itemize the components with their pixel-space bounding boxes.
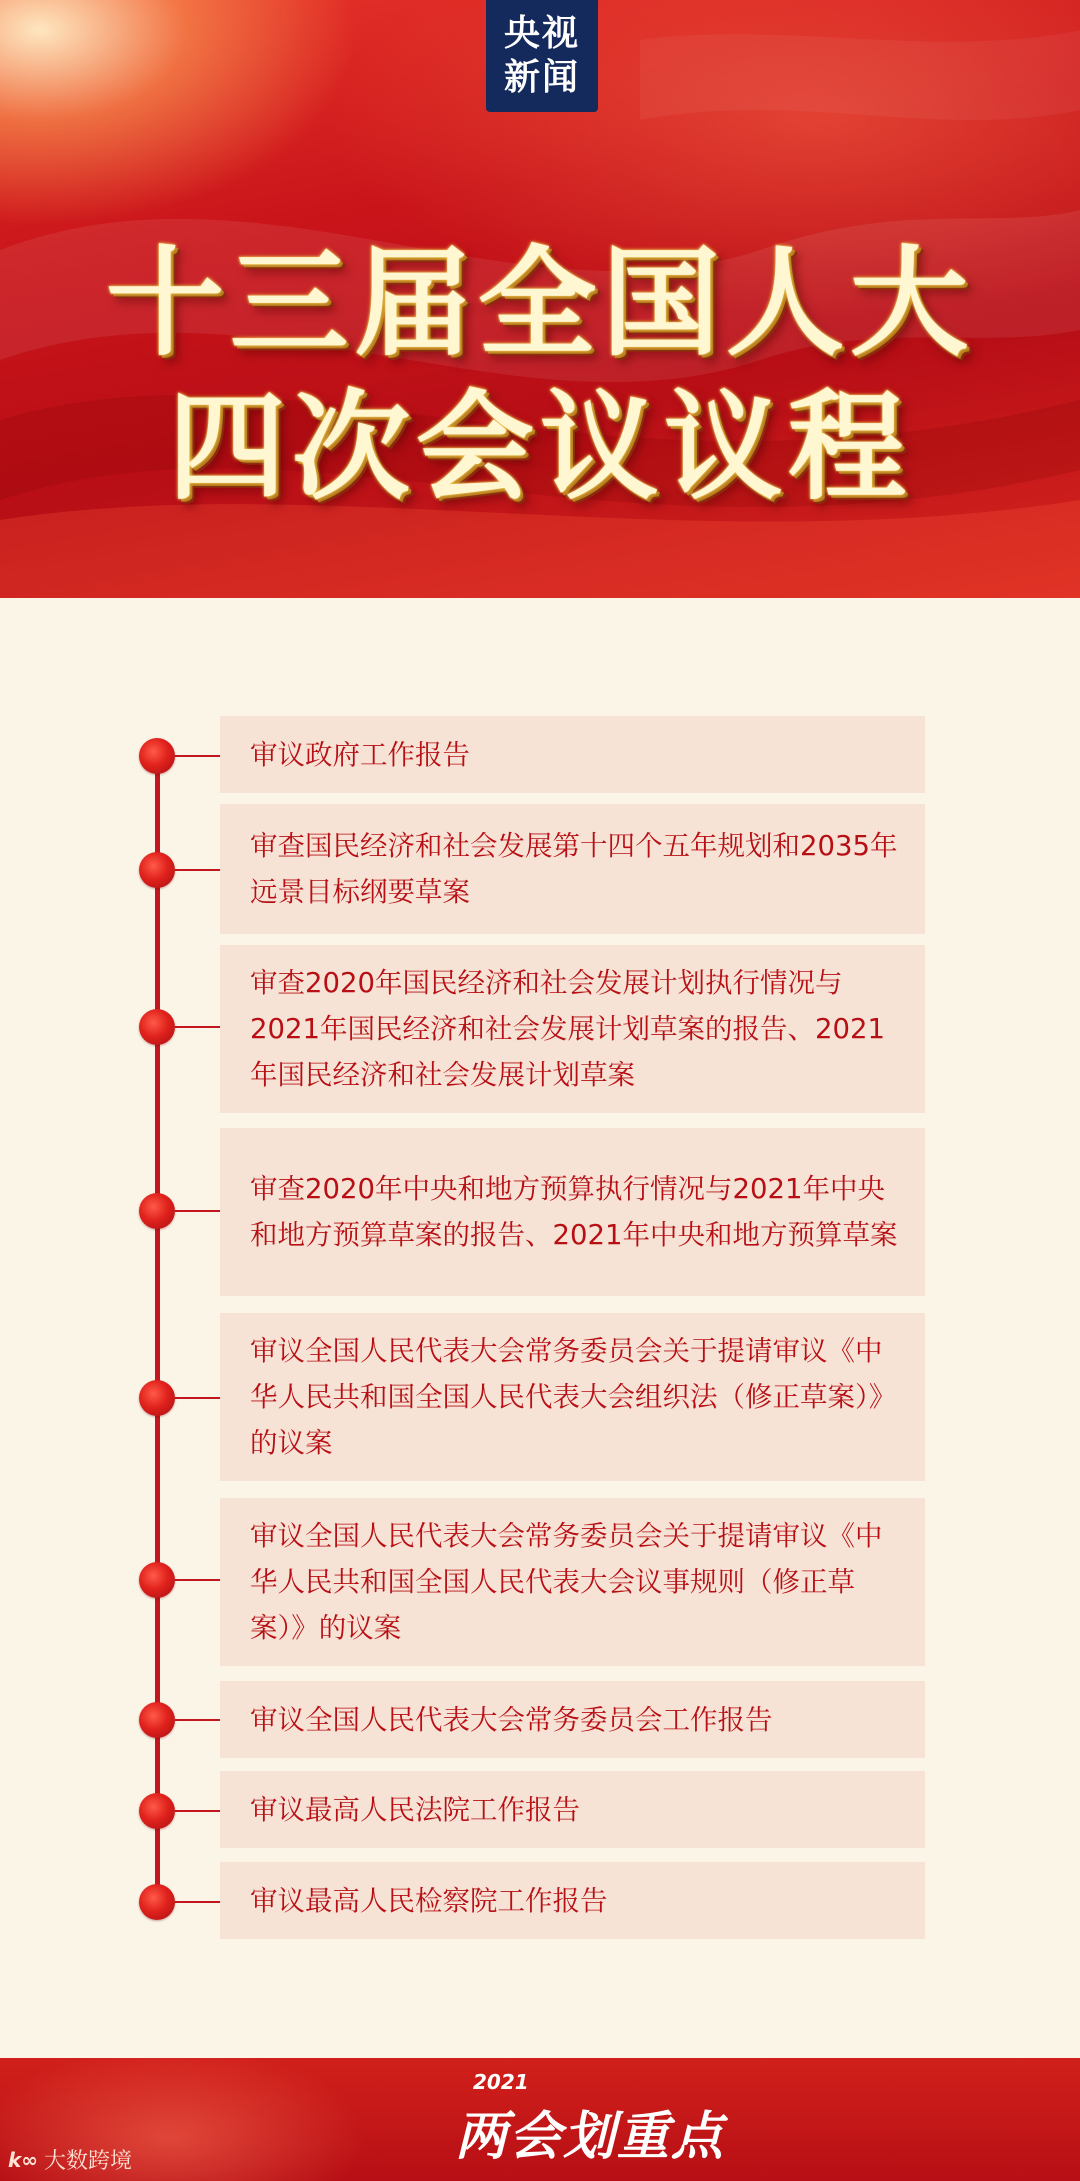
footer-banner [0, 2058, 1080, 2181]
agenda-text: 审议最高人民检察院工作报告 [250, 1884, 608, 1917]
agenda-text: 审查2020年国民经济和社会发展计划执行情况与2021年国民经济和社会发展计划草案的报告、2021年国民经济和社会发展计划草案 [250, 967, 885, 1091]
agenda-text: 审议全国人民代表大会常务委员会关于提请审议《中华人民共和国全国人民代表大会议事规则（修正草案）》的议案 [250, 1520, 883, 1644]
agenda-text: 审议全国人民代表大会常务委员会工作报告 [250, 1703, 773, 1736]
timeline-dot [139, 738, 175, 774]
agenda-text: 审议全国人民代表大会常务委员会关于提请审议《中华人民共和国全国人民代表大会组织法（修正草案）》的议案 [250, 1335, 897, 1459]
agenda-text: 审议政府工作报告 [250, 738, 470, 771]
credit-text: 大数跨境 [43, 2149, 132, 2174]
page-title-line-1: 十三届全国人大 [105, 234, 974, 372]
timeline-connector [175, 1579, 220, 1581]
timeline-connector [175, 1901, 220, 1903]
timeline-connector [175, 1397, 220, 1399]
timeline-connector [175, 1210, 220, 1212]
watermark-icon: k∞ [8, 2147, 38, 2172]
agenda-box [220, 1771, 925, 1848]
agenda-timeline [0, 598, 1080, 2058]
agenda-text: 审查2020年中央和地方预算执行情况与2021年中央和地方预算草案的报告、2021年中央和地方预算草案 [250, 1173, 898, 1251]
timeline-dot [139, 1562, 175, 1598]
brand-text: 两会划重点 [455, 2107, 726, 2167]
watermark-credit [8, 2144, 132, 2175]
timeline-dot [139, 1793, 175, 1829]
timeline-connector [175, 1719, 220, 1721]
timeline-dot [139, 1702, 175, 1738]
brand-year: 2021 [473, 2070, 529, 2094]
agenda-box [220, 1128, 925, 1296]
agenda-box [220, 945, 925, 1113]
logo-line-1: 央视 [503, 13, 580, 54]
page-title-line-2: 四次会议议程 [167, 378, 912, 516]
timeline-dot [139, 1884, 175, 1920]
logo-line-2: 新闻 [503, 57, 580, 98]
timeline-connector [175, 1810, 220, 1812]
agenda-box [220, 804, 925, 934]
timeline-connector [175, 1026, 220, 1028]
two-sessions-brand [455, 2068, 726, 2178]
agenda-box [220, 1498, 925, 1666]
agenda-box [220, 1681, 925, 1758]
agenda-box [220, 1862, 925, 1939]
agenda-box [220, 716, 925, 793]
header-banner [0, 0, 1080, 598]
timeline-connector [175, 869, 220, 871]
agenda-text: 审议最高人民法院工作报告 [250, 1793, 580, 1826]
cctv-news-logo [486, 0, 598, 112]
timeline-connector [175, 755, 220, 757]
timeline-dot [139, 1193, 175, 1229]
agenda-text: 审查国民经济和社会发展第十四个五年规划和2035年远景目标纲要草案 [250, 830, 898, 908]
timeline-dot [139, 1009, 175, 1045]
agenda-box [220, 1313, 925, 1481]
timeline-dot [139, 1380, 175, 1416]
timeline-dot [139, 852, 175, 888]
